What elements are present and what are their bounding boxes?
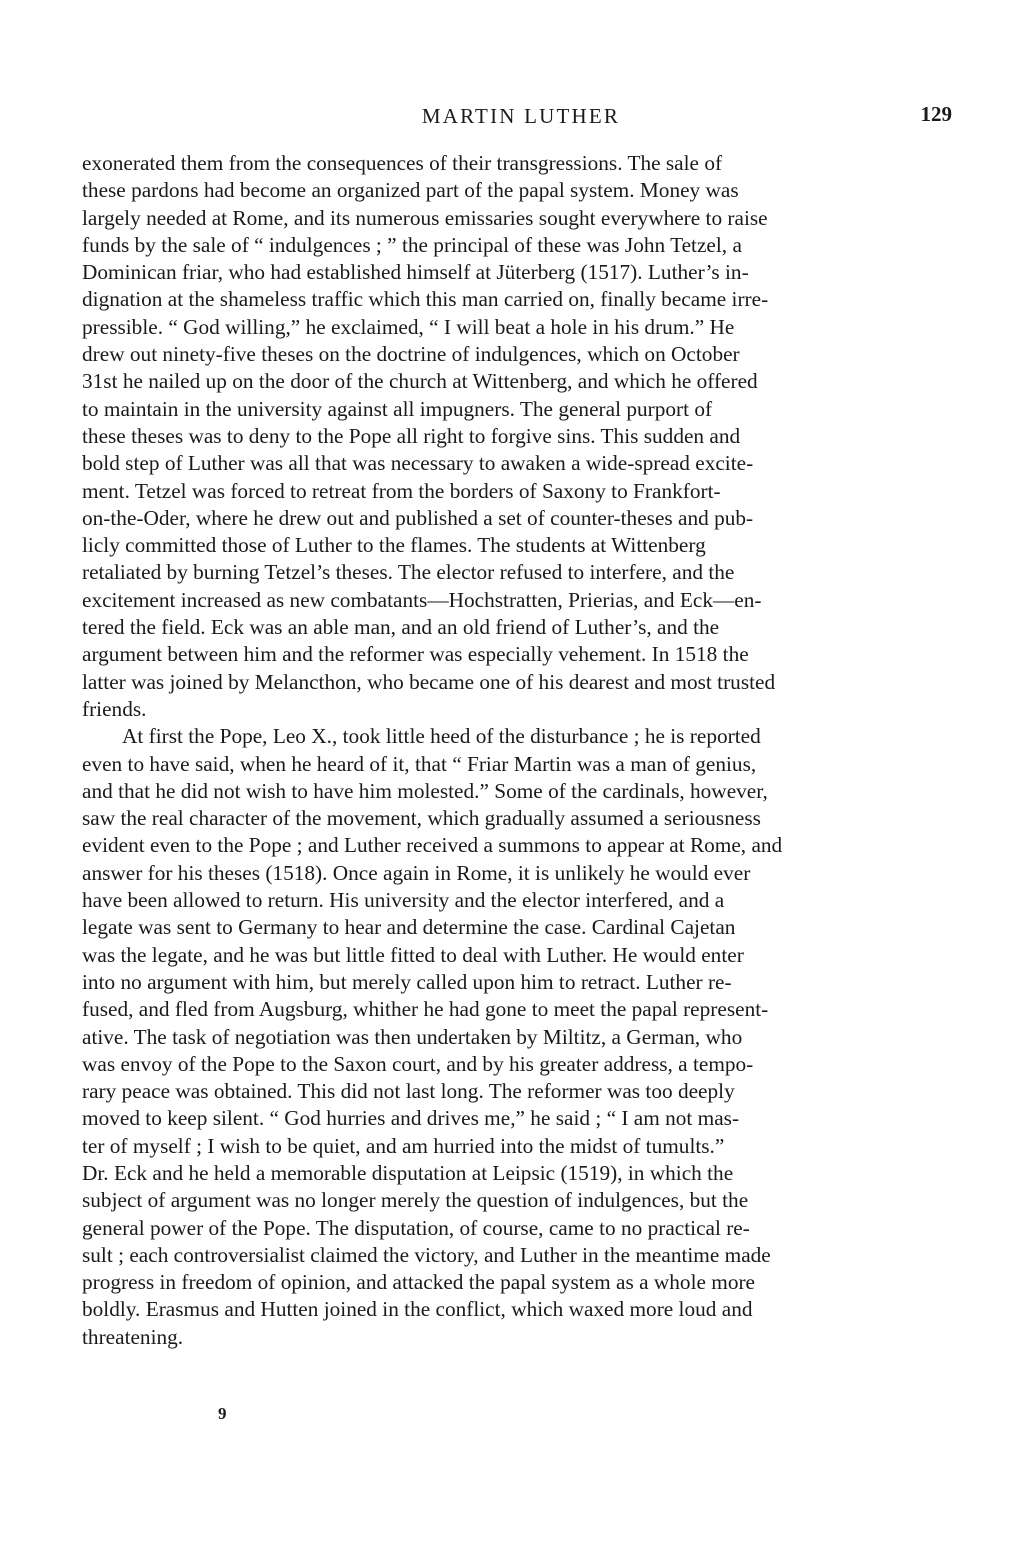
text-line: evident even to the Pope ; and Luther received a summons to appear at Rome, and bbox=[82, 833, 783, 858]
text-line: and that he did not wish to have him molested.” Some of the cardinals, however, bbox=[82, 778, 768, 803]
text-line: rary peace was obtained. This did not last long. The reformer was too deeply bbox=[82, 1079, 735, 1104]
text-line: retaliated by burning Tetzel’s theses. The elector refused to interfere, and the bbox=[82, 560, 735, 585]
text-line: subject of argument was no longer merely the question of indulgences, but the bbox=[82, 1188, 749, 1213]
text-line: was envoy of the Pope to the Saxon court, and by his greater address, a tempo- bbox=[82, 1051, 754, 1076]
text-line: on-the-Oder, where he drew out and published a set of counter-theses and pub- bbox=[82, 505, 754, 530]
text-line: general power of the Pope. The disputation, of course, came to no practical re- bbox=[82, 1215, 750, 1240]
running-head bbox=[82, 104, 960, 134]
text-line: progress in freedom of opinion, and attacked the papal system as a whole more bbox=[82, 1270, 756, 1295]
paragraph-1 bbox=[82, 150, 960, 723]
text-line: pressible. “ God willing,” he exclaimed, “ I will beat a hole in his drum.” He bbox=[82, 314, 735, 339]
text-line: boldly. Erasmus and Hutten joined in the conflict, which waxed more loud and bbox=[82, 1297, 753, 1322]
text-line: dignation at the shameless traffic which this man carried on, finally became irre- bbox=[82, 287, 769, 312]
text-line: ment. Tetzel was forced to retreat from the borders of Saxony to Frankfort- bbox=[82, 478, 721, 503]
text-line: 31st he nailed up on the door of the church at Wittenberg, and which he offered bbox=[82, 369, 758, 394]
signature-mark: 9 bbox=[218, 1404, 227, 1423]
text-line: legate was sent to Germany to hear and determine the case. Cardinal Cajetan bbox=[82, 915, 736, 940]
text-line: have been allowed to return. His university and the elector interfered, and a bbox=[82, 888, 725, 913]
text-line: Dominican friar, who had established himself at Jüterberg (1517). Luther’s in- bbox=[82, 260, 749, 285]
text-line: licly committed those of Luther to the flames. The students at Wittenberg bbox=[82, 533, 706, 558]
text-line: was the legate, and he was but little fitted to deal with Luther. He would enter bbox=[82, 942, 744, 967]
text-line: bold step of Luther was all that was necessary to awaken a wide-spread excite- bbox=[82, 451, 754, 476]
paragraph-2 bbox=[82, 723, 960, 1351]
text-line: tered the field. Eck was an able man, and an old friend of Luther’s, and the bbox=[82, 615, 720, 640]
running-title: MARTIN LUTHER bbox=[421, 104, 621, 128]
text-line: threatening. bbox=[82, 1324, 184, 1349]
text-line: excitement increased as new combatants—Hochstratten, Prierias, and Eck—en- bbox=[82, 587, 762, 612]
text-line: ter of myself ; I wish to be quiet, and am hurried into the midst of tumults.” bbox=[82, 1133, 725, 1158]
text-line: drew out ninety-five theses on the doctrine of indulgences, which on October bbox=[82, 342, 740, 367]
text-line: sult ; each controversialist claimed the victory, and Luther in the meantime made bbox=[82, 1242, 771, 1267]
text-line: answer for his theses (1518). Once again in Rome, it is unlikely he would ever bbox=[82, 860, 751, 885]
text-line: funds by the sale of “ indulgences ; ” the principal of these was John Tetzel, a bbox=[82, 232, 742, 257]
text-line: saw the real character of the movement, which gradually assumed a seriousness bbox=[82, 806, 761, 831]
text-line: into no argument with him, but merely called upon him to retract. Luther re- bbox=[82, 969, 732, 994]
text-line: exonerated them from the consequences of their transgressions. The sale of bbox=[82, 151, 723, 175]
text-line: these theses was to deny to the Pope all right to forgive sins. This sudden and bbox=[82, 423, 741, 448]
page-number: 129 bbox=[920, 102, 952, 126]
text-line: friends. bbox=[82, 696, 147, 721]
text-line: even to have said, when he heard of it, that “ Friar Martin was a man of genius, bbox=[82, 751, 757, 776]
text-line: these pardons had become an organized part of the papal system. Money was bbox=[82, 178, 739, 203]
text-line: argument between him and the reformer was especially vehement. In 1518 the bbox=[82, 642, 749, 667]
body-text bbox=[82, 150, 960, 1351]
text-line: latter was joined by Melancthon, who became one of his dearest and most trusted bbox=[82, 669, 776, 694]
text-line: Dr. Eck and he held a memorable disputation at Leipsic (1519), in which the bbox=[82, 1160, 734, 1185]
text-line: At first the Pope, Leo X., took little heed of the disturbance ; he is reported bbox=[122, 724, 761, 749]
text-line: fused, and fled from Augsburg, whither he had gone to meet the papal represent- bbox=[82, 997, 769, 1022]
text-line: ative. The task of negotiation was then undertaken by Miltitz, a German, who bbox=[82, 1024, 743, 1049]
text-line: to maintain in the university against all impugners. The general purport of bbox=[82, 396, 713, 421]
text-line: moved to keep silent. “ God hurries and drives me,” he said ; “ I am not mas- bbox=[82, 1106, 740, 1131]
text-line: largely needed at Rome, and its numerous emissaries sought everywhere to raise bbox=[82, 205, 768, 230]
